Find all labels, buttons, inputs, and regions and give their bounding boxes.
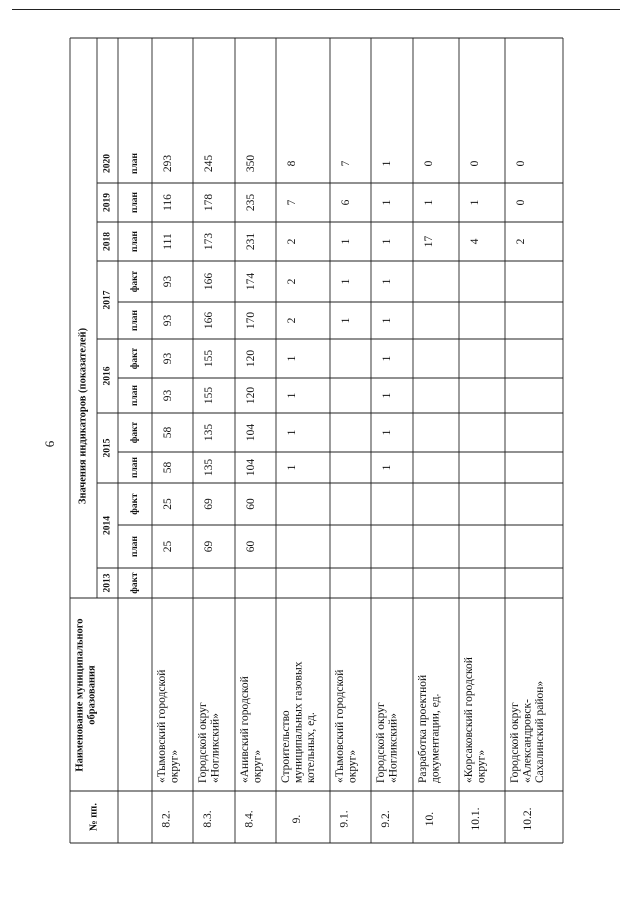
row-value: 1 <box>423 199 435 206</box>
header-year-2019: 2019 <box>102 193 113 212</box>
row-value: 17 <box>423 235 435 248</box>
row-name-line: «Анивский городской <box>239 676 251 783</box>
row-value: 111 <box>162 233 174 250</box>
header-year-2020: 2020 <box>102 154 113 173</box>
page-number: 6 <box>42 440 57 448</box>
row-name-line: «Александровск- <box>521 699 534 783</box>
row-value: 60 <box>245 498 257 510</box>
row-value: 2 <box>286 238 298 245</box>
row-number: 10. <box>424 811 436 827</box>
row-value: 1 <box>381 238 393 245</box>
header-plan-11: план <box>130 152 140 175</box>
row-name-line: округ» <box>251 749 264 783</box>
row-value: 25 <box>162 498 174 510</box>
row-name-line: округ» <box>346 749 359 783</box>
row-value: 120 <box>245 349 257 368</box>
row-value: 104 <box>245 458 257 477</box>
row-value: 4 <box>469 238 481 245</box>
row-value: 135 <box>203 458 215 477</box>
row-name-line: Городской округ <box>197 702 209 783</box>
row-name-line: Городской округ <box>375 702 387 783</box>
row-number: 9. <box>291 814 303 824</box>
header-plan-7: план <box>130 309 140 332</box>
row-value: 6 <box>340 199 352 206</box>
header-plan-3: план <box>130 456 140 479</box>
header-name-line2: образования <box>86 665 98 725</box>
row-name-line: «Тымовский городской <box>334 669 346 783</box>
row-value: 174 <box>245 272 257 291</box>
header-year-2018: 2018 <box>102 232 113 251</box>
row-value: 293 <box>162 154 174 173</box>
row-value: 69 <box>203 498 215 510</box>
header-plan-9: план <box>130 230 140 253</box>
row-name-line: котельных, ед. <box>305 712 317 783</box>
header-plan-10: план <box>130 191 140 214</box>
row-value: 231 <box>245 232 257 251</box>
row-value: 135 <box>203 423 215 442</box>
row-value: 245 <box>203 154 215 173</box>
row-number: 10.2. <box>522 807 534 831</box>
row-value: 7 <box>340 160 352 167</box>
row-number: 9.2. <box>380 810 392 828</box>
row-name-line: «Ногликский» <box>387 713 400 783</box>
row-name-line: Городской округ <box>509 702 521 783</box>
row-value: 93 <box>162 275 174 288</box>
row-value: 58 <box>162 426 174 439</box>
row-name-line: округ» <box>168 749 181 783</box>
header-fakt-4: факт <box>130 421 140 444</box>
row-value: 1 <box>381 278 393 285</box>
row-value: 0 <box>423 160 435 167</box>
header-year-2014: 2014 <box>102 516 113 535</box>
row-value: 104 <box>245 423 257 442</box>
row-value: 1 <box>286 355 298 362</box>
row-value: 1 <box>286 392 298 399</box>
row-name-line: Сахалинский район» <box>534 680 546 783</box>
row-value: 2 <box>286 278 298 285</box>
row-name-line: «Тымовский городской <box>156 669 168 783</box>
header-values-title: Значения индикаторов (показателей) <box>77 327 89 505</box>
row-value: 2 <box>515 238 527 245</box>
row-value: 1 <box>381 392 393 399</box>
row-value: 1 <box>340 238 352 245</box>
header-name-line1: Наименование муниципального <box>74 618 86 772</box>
row-name-line: Разработка проектной <box>417 674 429 783</box>
row-value: 170 <box>245 311 257 330</box>
header-year-2016: 2016 <box>102 366 113 386</box>
row-name-line: округ» <box>475 749 488 783</box>
header-number: № пп. <box>88 803 100 831</box>
row-value: 7 <box>286 199 298 206</box>
row-value: 155 <box>203 386 215 405</box>
header-year-2017: 2017 <box>102 290 113 310</box>
row-value: 93 <box>162 314 174 327</box>
header-fakt-8: факт <box>130 270 140 293</box>
row-value: 0 <box>515 160 527 167</box>
row-number: 10.1. <box>470 807 482 831</box>
row-value: 1 <box>381 355 393 362</box>
row-name-line: «Ногликский» <box>209 713 222 783</box>
row-value: 1 <box>286 429 298 436</box>
row-name-line: документации, ед. <box>429 693 442 783</box>
row-value: 1 <box>381 464 393 471</box>
row-number: 8.3. <box>202 810 214 828</box>
row-value: 166 <box>203 272 215 291</box>
header-year-2013: 2013 <box>102 573 113 593</box>
row-value: 120 <box>245 386 257 405</box>
header-fakt-0: факт <box>130 572 140 594</box>
row-value: 58 <box>162 461 174 474</box>
header-fakt-6: факт <box>130 347 140 370</box>
row-value: 69 <box>203 540 215 553</box>
row-value: 1 <box>381 199 393 206</box>
row-value: 155 <box>203 349 215 368</box>
row-value: 8 <box>286 160 298 167</box>
row-name-line: муниципальных газовых <box>292 661 305 783</box>
row-name-line: «Корсаковский городской <box>463 657 475 783</box>
row-value: 0 <box>515 199 527 206</box>
row-value: 60 <box>245 540 257 553</box>
row-value: 1 <box>381 160 393 167</box>
header-plan-1: план <box>130 535 140 558</box>
row-number: 8.2. <box>160 810 173 828</box>
row-value: 1 <box>469 199 481 206</box>
row-value: 350 <box>245 154 257 173</box>
row-value: 25 <box>162 540 174 553</box>
row-value: 166 <box>203 311 215 330</box>
row-value: 116 <box>162 194 174 211</box>
row-value: 1 <box>340 317 352 324</box>
row-value: 1 <box>286 464 298 471</box>
row-value: 0 <box>469 160 481 167</box>
row-value: 1 <box>340 278 352 285</box>
row-value: 93 <box>162 389 174 402</box>
row-value: 235 <box>245 193 257 212</box>
header-year-2015: 2015 <box>102 438 113 458</box>
row-name-line: Строительство <box>280 710 292 783</box>
header-fakt-2: факт <box>130 493 140 515</box>
row-value: 2 <box>286 317 298 324</box>
row-value: 1 <box>381 429 393 436</box>
row-value: 178 <box>203 193 215 212</box>
row-number: 8.4. <box>243 810 256 828</box>
header-plan-5: план <box>130 384 140 407</box>
row-value: 173 <box>203 232 215 251</box>
row-value: 93 <box>162 352 174 365</box>
row-number: 9.1. <box>338 810 351 828</box>
row-value: 1 <box>381 317 393 324</box>
